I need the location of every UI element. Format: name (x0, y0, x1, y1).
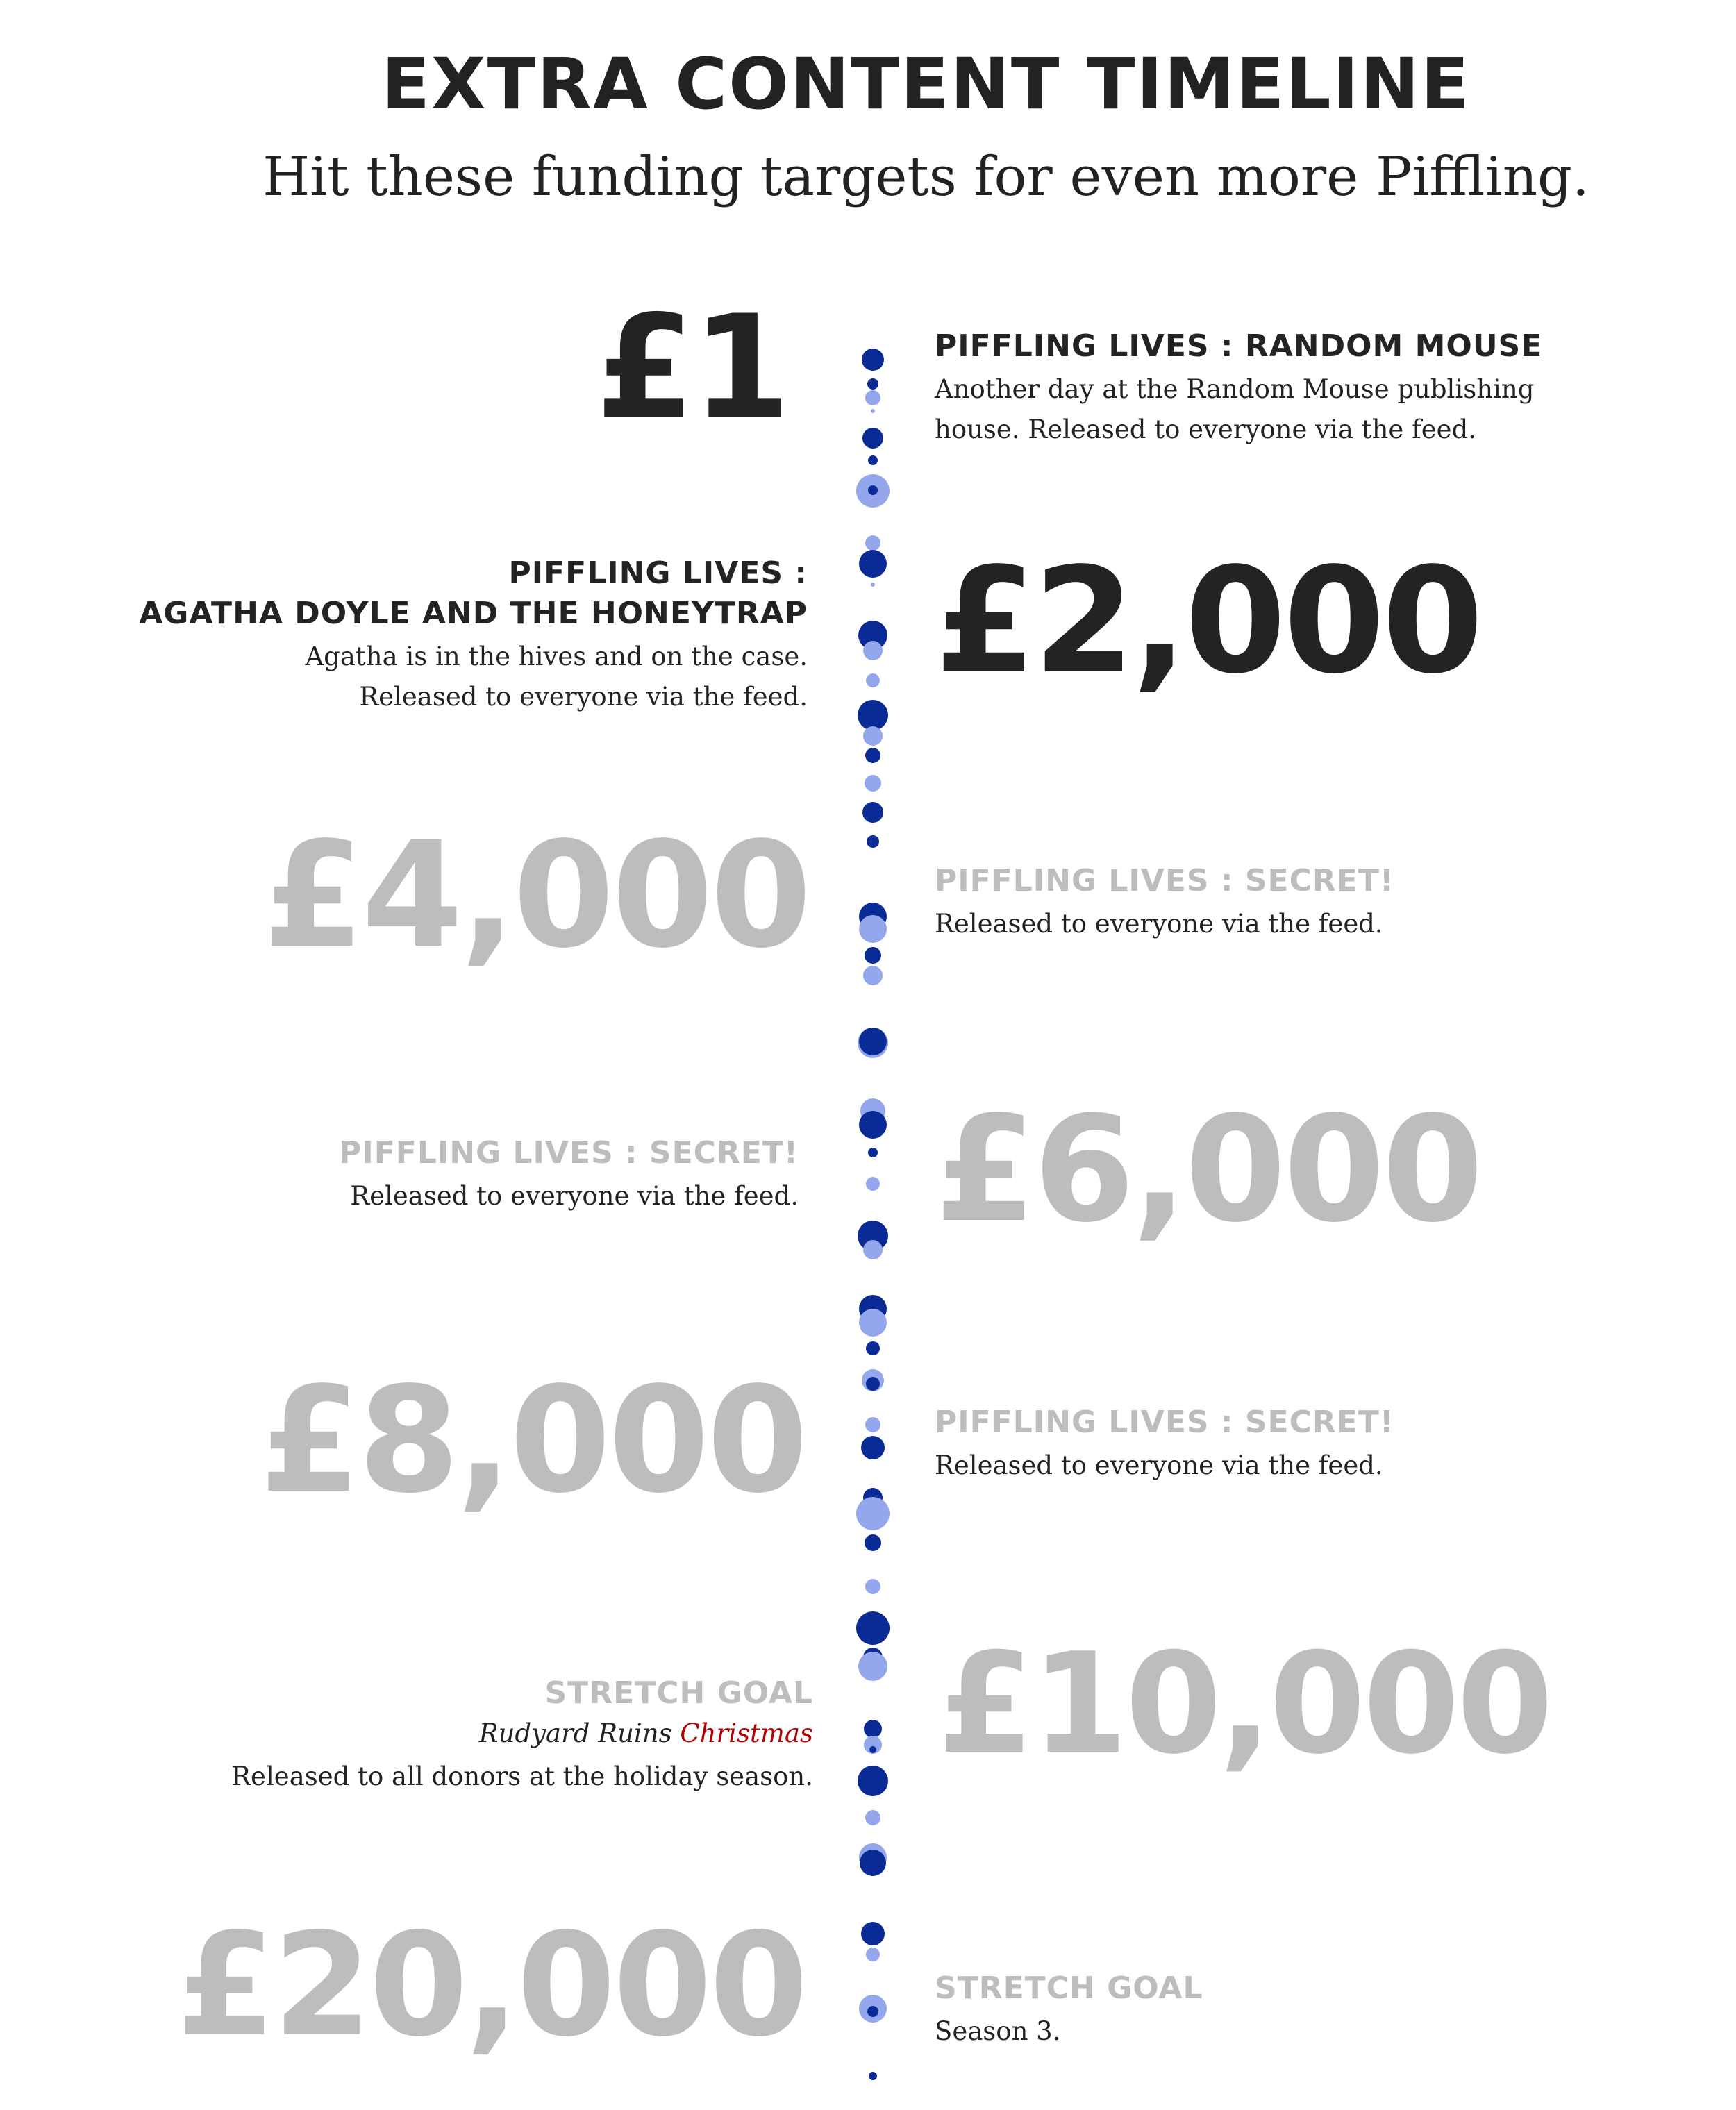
amount-4000: £4,000 (262, 810, 809, 980)
timeline-dot-5 (868, 455, 878, 465)
milestone-2-description: Agatha is in the hives and on the case. Released to everyone via the feed. (305, 642, 808, 712)
timeline-dot-1 (867, 378, 878, 390)
timeline-dot-27 (859, 1111, 887, 1139)
amount-6000: £6,000 (935, 1085, 1481, 1255)
timeline-dot-4 (862, 428, 883, 449)
timeline-dot-41 (865, 1534, 881, 1551)
milestone-5-title: PIFFLING LIVES : SECRET! (935, 1405, 1394, 1440)
milestone-5-info (935, 1403, 1394, 1486)
timeline-dot-23 (863, 966, 883, 985)
timeline-dot-19 (867, 835, 879, 848)
amount-2000: £2,000 (935, 536, 1481, 706)
amount-1: £1 (595, 285, 788, 451)
timeline-dot-15 (863, 726, 883, 746)
timeline-dot-43 (856, 1611, 890, 1645)
timeline-dot-37 (865, 1417, 880, 1432)
milestone-4-info (339, 1133, 799, 1216)
timeline-dot-50 (865, 1810, 880, 1825)
timeline-dot-31 (863, 1240, 883, 1259)
timeline-dot-25 (859, 1028, 887, 1055)
timeline-dot-14 (858, 700, 888, 730)
milestone-1-info (935, 326, 1542, 450)
timeline-dot-45 (858, 1652, 887, 1681)
timeline-dot-22 (865, 947, 881, 964)
timeline-dot-10 (871, 583, 875, 587)
milestone-3-description: Released to everyone via the feed. (935, 909, 1383, 939)
timeline-dot-18 (862, 802, 883, 823)
milestone-7-title: STRETCH GOAL (935, 1970, 1203, 2006)
amount-20000: £20,000 (176, 1903, 806, 2068)
timeline-dot-21 (859, 915, 887, 943)
timeline-dot-56 (867, 2006, 878, 2017)
amount-8000: £8,000 (259, 1355, 806, 1525)
timeline-dot-3 (871, 409, 875, 413)
timeline-dot-8 (865, 535, 880, 551)
milestone-6-subtitle: Rudyard Ruins Christmas (478, 1718, 813, 1748)
milestone-7-description: Season 3. (935, 2016, 1061, 2046)
milestone-6-info (231, 1673, 813, 1797)
milestone-6-description: Released to all donors at the holiday season. (231, 1761, 813, 1791)
timeline-dot-13 (866, 673, 880, 687)
amount-10000: £10,000 (937, 1623, 1551, 1785)
milestone-3-title: PIFFLING LIVES : SECRET! (935, 863, 1394, 898)
timeline-dot-33 (859, 1309, 887, 1337)
timeline-dot-12 (863, 641, 883, 660)
timeline-dot-2 (865, 390, 880, 405)
timeline-dot-42 (865, 1579, 880, 1594)
timeline-dot-28 (868, 1148, 878, 1157)
page-title: EXTRA CONTENT TIMELINE (381, 43, 1471, 126)
timeline-dot-34 (866, 1341, 880, 1355)
milestone-6-title: STRETCH GOAL (544, 1675, 813, 1711)
timeline-dot-57 (869, 2072, 877, 2080)
milestone-2-title: PIFFLING LIVES : AGATHA DOYLE AND THE HONEYTRAP (139, 555, 808, 631)
timeline-dot-29 (866, 1177, 880, 1191)
timeline-dot-38 (861, 1436, 885, 1459)
timeline-dot-0 (862, 349, 884, 371)
timeline-dot-46 (864, 1720, 882, 1738)
timeline-dot-36 (866, 1377, 880, 1391)
milestone-1-title: PIFFLING LIVES : RANDOM MOUSE (935, 328, 1543, 364)
milestone-1-description: Another day at the Random Mouse publishing house. Released to everyone via the feed. (935, 374, 1535, 444)
milestone-7-info (935, 1968, 1203, 2052)
milestone-3-info (935, 861, 1394, 944)
page-subtitle: Hit these funding targets for even more Piffling. (262, 146, 1589, 208)
timeline-dot-49 (858, 1766, 888, 1796)
milestone-5-description: Released to everyone via the feed. (935, 1450, 1383, 1480)
milestone-4-title: PIFFLING LIVES : SECRET! (339, 1135, 799, 1171)
highlight-word: Christmas (680, 1718, 813, 1748)
timeline-dot-52 (860, 1850, 886, 1876)
milestone-2-info (139, 553, 808, 717)
milestone-4-description: Released to everyone via the feed. (350, 1181, 799, 1211)
timeline-dot-16 (865, 748, 880, 763)
timeline-dot-48 (869, 1746, 876, 1753)
timeline-dot-9 (859, 550, 887, 578)
timeline-dot-53 (861, 1922, 885, 1945)
timeline-dot-54 (866, 1948, 880, 1961)
timeline-dot-7 (868, 485, 878, 495)
timeline-dot-17 (865, 775, 881, 792)
timeline-dot-40 (856, 1497, 890, 1530)
